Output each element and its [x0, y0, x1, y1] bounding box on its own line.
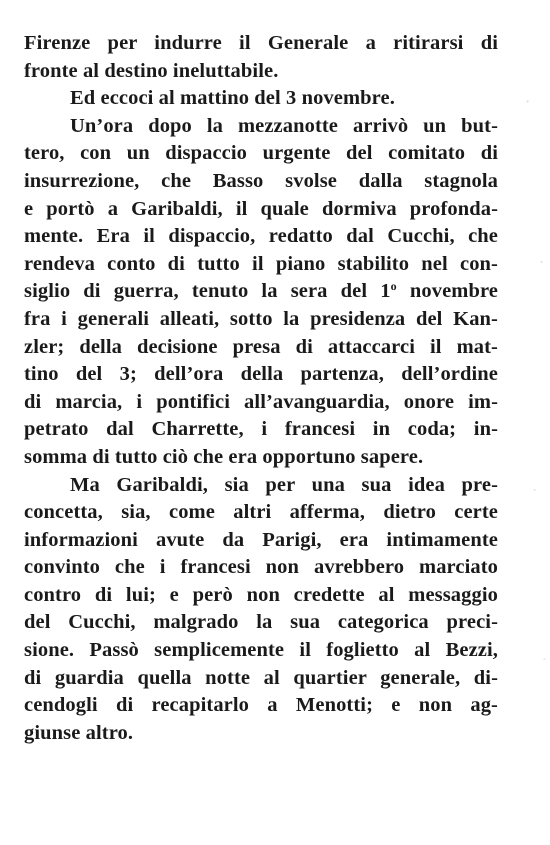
text-line: informazioni avute da Parigi, era intimamente	[24, 528, 498, 551]
text-line: di guardia quella notte al quartier generale, di-	[24, 666, 498, 689]
date-text-part-1: siglio di guerra, tenuto la sera del 1	[24, 280, 391, 303]
text-line: concetta, sia, come altri afferma, dietro certe	[24, 501, 498, 524]
text-line: insurrezione, che Basso svolse dalla stagnola	[24, 169, 498, 192]
text-line: convinto che i francesi non avrebbero marciato	[24, 556, 498, 579]
ordinal-superscript: o	[390, 279, 397, 294]
text-line: zler; della decisione presa di attaccarci il mat-	[24, 335, 498, 358]
paragraph-start: Un’ora dopo la mezzanotte arrivò un but-	[70, 114, 498, 137]
paragraph-start: Ma Garibaldi, sia per una sua idea pre-	[70, 473, 498, 496]
text-line: cendogli di recapitarlo a Menotti; e non ag-	[24, 694, 498, 717]
page-text	[24, 30, 498, 747]
text-line: petrato dal Charrette, i francesi in coda; in-	[24, 418, 498, 441]
text-line: e portò a Garibaldi, il quale dormiva profonda-	[24, 197, 498, 220]
text-line: sione. Passò semplicemente il foglietto al Bezzi,	[24, 639, 498, 662]
text-line: tino del 3; dell’ora della partenza, dell’ordine	[24, 363, 498, 386]
paragraph-start: Ed eccoci al mattino del 3 novembre.	[70, 87, 395, 110]
text-line: tero, con un dispaccio urgente del comitato di	[24, 142, 498, 165]
text-line: di marcia, i pontifici all’avanguardia, onore im-	[24, 390, 498, 413]
text-line: contro di lui; e però non credette al messaggio	[24, 583, 498, 606]
date-text-part-2: novembre	[409, 280, 498, 303]
text-line: rendeva conto di tutto il piano stabilito nel con-	[24, 252, 498, 275]
text-line: Firenze per indurre il Generale a ritirarsi di	[24, 32, 498, 54]
text-line-with-date	[24, 278, 498, 306]
text-line: mente. Era il dispaccio, redatto dal Cucchi, che	[24, 225, 498, 248]
scan-edge-specks	[522, 0, 550, 845]
text-line: somma di tutto ciò che era opportuno sapere.	[24, 445, 424, 468]
text-line: del Cucchi, malgrado la sua categorica preci-	[24, 611, 498, 634]
text-line: fra i generali alleati, sotto la presidenza del Kan-	[24, 307, 498, 330]
text-line: fronte al destino ineluttabile.	[24, 59, 279, 82]
text-line: giunse altro.	[24, 721, 134, 744]
